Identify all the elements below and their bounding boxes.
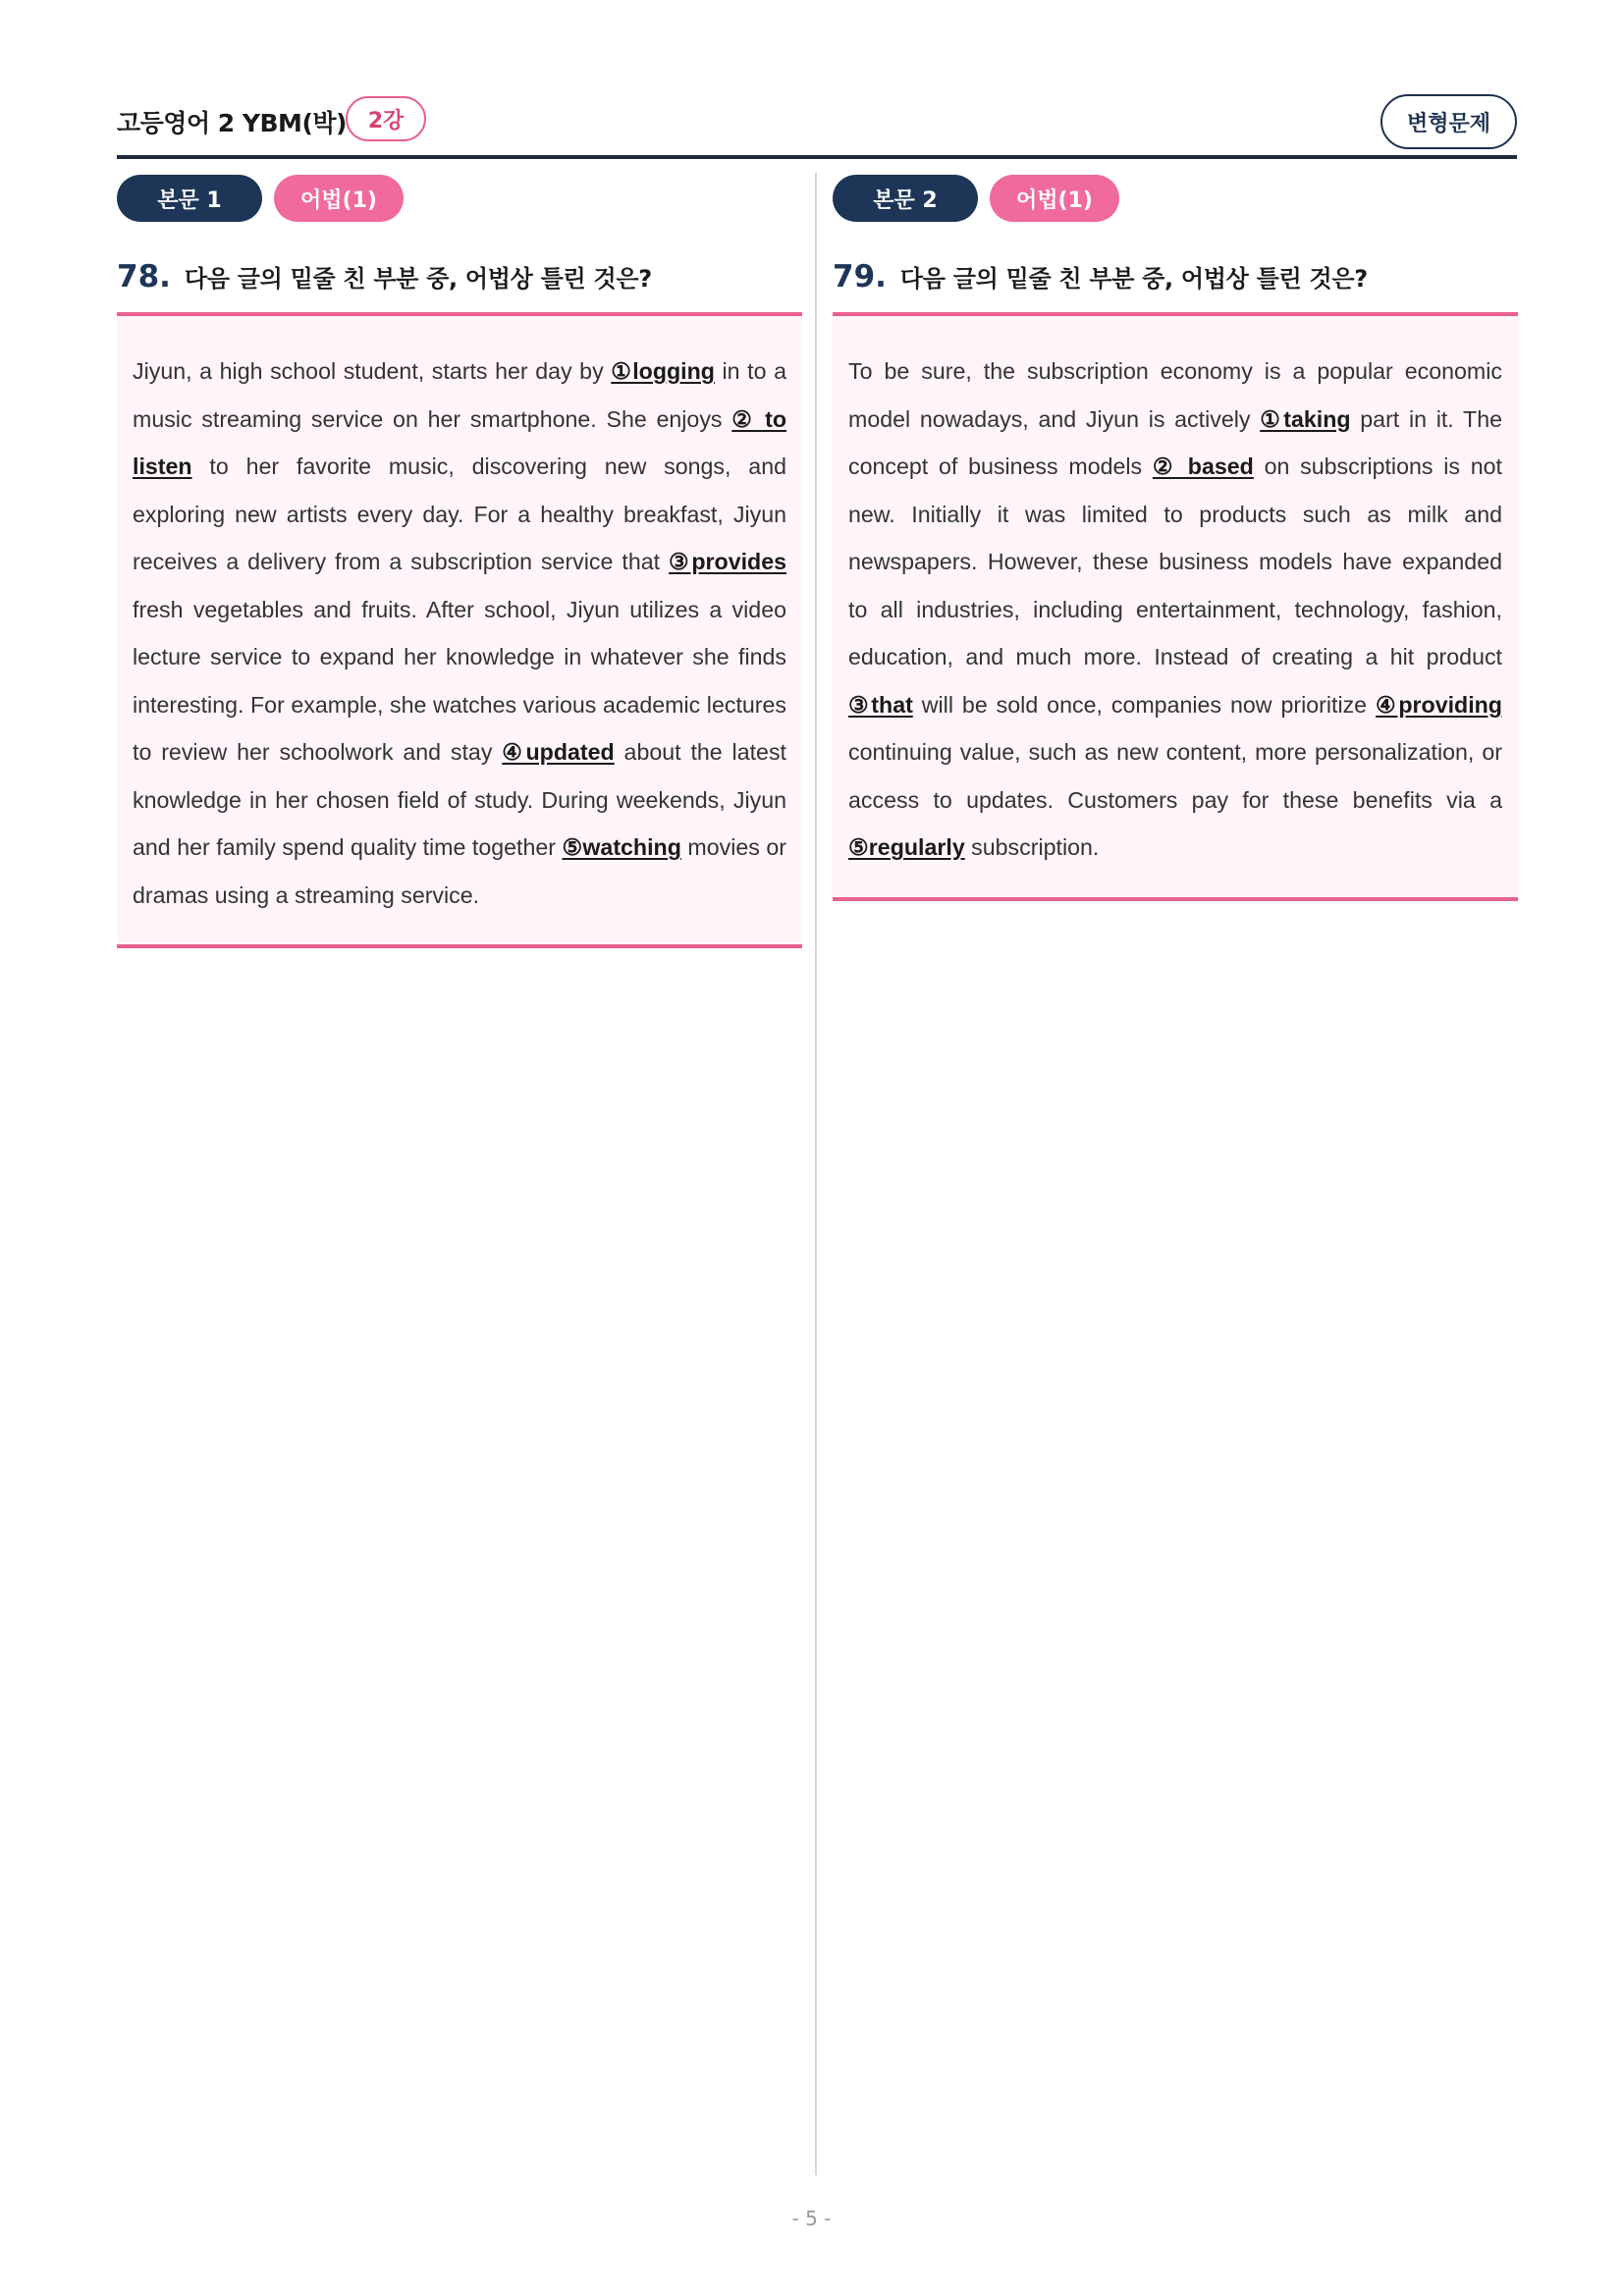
underlined-choice: ④providing xyxy=(1376,691,1502,718)
passage-text: Jiyun, a high school student, starts her day by ①logging in to a music streaming service on her smartphone. She enjoys ② to listen to her favorite music, discovering new songs, and exploring new artists every day. For a healthy breakfast, Jiyun receives a delivery from a subscription service that ③provides fresh vegetables and fruits. After school, Jiyun utilizes a video lecture service to expand her knowledge in whatever she finds interesting. For example, she watches various academic lectures to review her schoolwork and stay ④updated about the latest knowledge in her chosen field of study. During weekends, Jiyun and her family spend quality time together ⑤watching movies or dramas using a streaming service. xyxy=(133,358,787,908)
question-type-badge: 변형문제 xyxy=(1380,94,1517,149)
header-rule xyxy=(117,155,1517,159)
question-column-2 xyxy=(833,175,1518,901)
page-header xyxy=(117,94,1517,155)
underlined-choice: ①logging xyxy=(611,358,715,384)
underlined-choice: ⑤regularly xyxy=(848,834,965,860)
question-text: 다음 글의 밑줄 친 부분 중, 어법상 틀린 것은? xyxy=(899,265,1368,293)
underlined-choice: ③that xyxy=(848,691,913,718)
question-number: 78. xyxy=(117,259,171,294)
question-column-1 xyxy=(117,175,802,948)
underlined-choice: ⑤watching xyxy=(562,834,681,860)
underlined-choice: ② based xyxy=(1152,454,1254,479)
passage-text: To be sure, the subscription economy is a popular economic model nowadays, and Jiyun is actively ①taking part in it. The concept of business models ② based on subscriptions is not new. Initially it was limited to products such as milk and newspapers. However, these business models have expanded to all industries, including entertainment, technology, fashion, education, and much more. Instead of creating a hit product ③that will be sold once, companies now prioritize ④providing continuing value, such as new content, more personalization, or access to updates. Customers pay for these benefits via a ⑤regularly subscription. xyxy=(848,358,1503,860)
question-heading xyxy=(833,259,1518,298)
underlined-choice: ③provides xyxy=(669,549,786,574)
underlined-choice: ①taking xyxy=(1260,405,1351,432)
passage-box xyxy=(833,312,1518,901)
chip-row xyxy=(833,175,1518,224)
underlined-choice: ④updated xyxy=(502,739,615,765)
category-chip: 어법(1) xyxy=(274,175,404,222)
passage-chip: 본문 2 xyxy=(833,175,978,222)
column-divider xyxy=(815,173,817,2175)
page-number: - 5 - xyxy=(791,2207,832,2230)
passage-chip: 본문 1 xyxy=(117,175,262,222)
chip-row xyxy=(117,175,802,224)
lesson-badge: 2강 xyxy=(346,96,426,141)
question-text: 다음 글의 밑줄 친 부분 중, 어법상 틀린 것은? xyxy=(184,265,652,293)
passage-box xyxy=(117,312,802,948)
underlined-choice: ② to listen xyxy=(133,405,786,479)
book-title: 고등영어 2 YBM(박) xyxy=(117,109,347,137)
question-heading xyxy=(117,259,802,298)
category-chip: 어법(1) xyxy=(990,175,1119,222)
question-number: 79. xyxy=(833,259,887,294)
